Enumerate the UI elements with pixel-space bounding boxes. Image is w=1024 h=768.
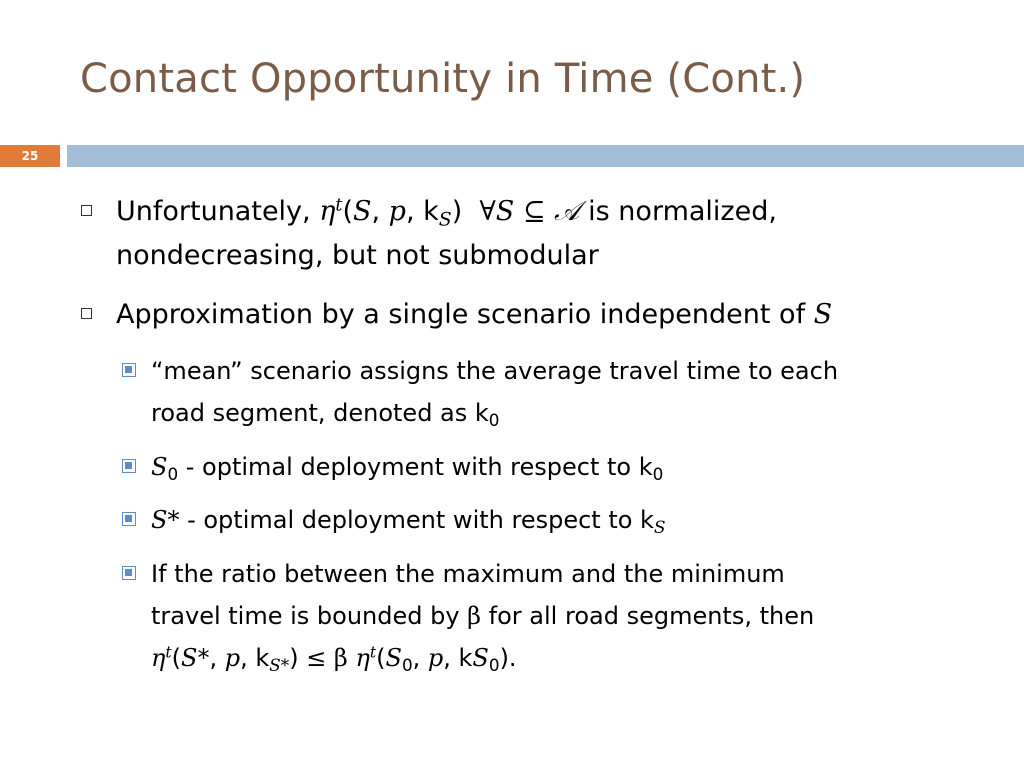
math-paren: ( — [376, 644, 386, 672]
bullet-text: travel time is bounded by — [151, 602, 468, 630]
math-S: S — [472, 644, 489, 672]
math-paren: ) — [289, 644, 307, 672]
math-forall: ∀ — [479, 196, 496, 227]
math-beta: β — [326, 644, 356, 672]
page-number-badge: 25 — [0, 145, 60, 167]
math-subseteq: ⊆ — [514, 196, 555, 227]
bullet-text: “mean” scenario assigns the average travel time to each — [151, 357, 839, 385]
math-p: p — [224, 644, 241, 672]
math-eta: η — [151, 644, 166, 672]
bullet-text: road segment, denoted as k — [151, 399, 489, 427]
sub-bullet-item — [151, 350, 991, 434]
math-paren: ) — [451, 196, 463, 227]
square-bullet-icon — [81, 308, 92, 319]
slide-title: Contact Opportunity in Time (Cont.) — [80, 56, 806, 102]
math-sub: 0 — [488, 410, 500, 431]
math-paren: ). — [499, 644, 517, 672]
math-sub: 0 — [167, 464, 179, 485]
math-sup: t — [165, 643, 172, 662]
bullet-text: If the ratio between the maximum and the minimum — [151, 560, 785, 588]
math-sub: 0 — [652, 464, 664, 485]
sub-bullet-item — [151, 446, 991, 488]
math-sub: S — [438, 208, 452, 231]
bullet-text: nondecreasing, but not submodular — [116, 240, 599, 271]
math-eta: η — [319, 196, 336, 227]
bullet-text: for all road segments, then — [481, 602, 815, 630]
sub-bullet-item — [151, 553, 991, 679]
bullet-item — [116, 293, 1006, 337]
math-S: S — [151, 506, 168, 534]
math-le: ≤ — [306, 644, 327, 672]
math-sep: , — [371, 196, 389, 227]
math-sub: S* — [269, 655, 290, 676]
filled-square-bullet-icon — [122, 566, 136, 580]
math-S: S — [813, 299, 833, 330]
math-k: , k — [240, 644, 270, 672]
math-k: k — [640, 506, 654, 534]
bullet-text: - optimal deployment with respect to — [179, 506, 641, 534]
math-eta: η — [355, 644, 370, 672]
math-paren: ( — [342, 196, 353, 227]
bullet-text: - optimal deployment with respect to k — [178, 453, 653, 481]
math-S: S — [181, 644, 198, 672]
math-sub: 0 — [488, 655, 500, 676]
math-p: p — [427, 644, 444, 672]
math-sub: S — [653, 517, 666, 538]
math-sep: , — [412, 644, 428, 672]
math-sup: t — [369, 643, 377, 662]
square-bullet-icon — [81, 205, 92, 216]
sub-bullet-item — [151, 499, 991, 541]
math-S: S — [352, 196, 372, 227]
bullet-text: Approximation by a single scenario independent of — [116, 299, 814, 330]
math-S: S — [151, 453, 168, 481]
filled-square-bullet-icon — [122, 459, 136, 473]
math-paren: ( — [171, 644, 182, 672]
math-star: * — [167, 506, 180, 534]
bullet-item — [116, 190, 1006, 278]
math-S: S — [495, 196, 515, 227]
math-A: 𝒜 — [554, 196, 580, 227]
math-k: , k — [405, 196, 439, 227]
bullet-text: Unfortunately, — [116, 196, 320, 227]
filled-square-bullet-icon — [122, 363, 136, 377]
filled-square-bullet-icon — [122, 512, 136, 526]
math-k: , k — [443, 644, 473, 672]
math-S: S — [385, 644, 402, 672]
math-sub: 0 — [401, 655, 413, 676]
math-beta: β — [467, 602, 482, 630]
math-star: *, — [197, 644, 225, 672]
math-sup: t — [335, 195, 343, 216]
formula — [151, 643, 517, 676]
math-p: p — [388, 196, 406, 227]
bullet-text: is normalized, — [579, 196, 777, 227]
